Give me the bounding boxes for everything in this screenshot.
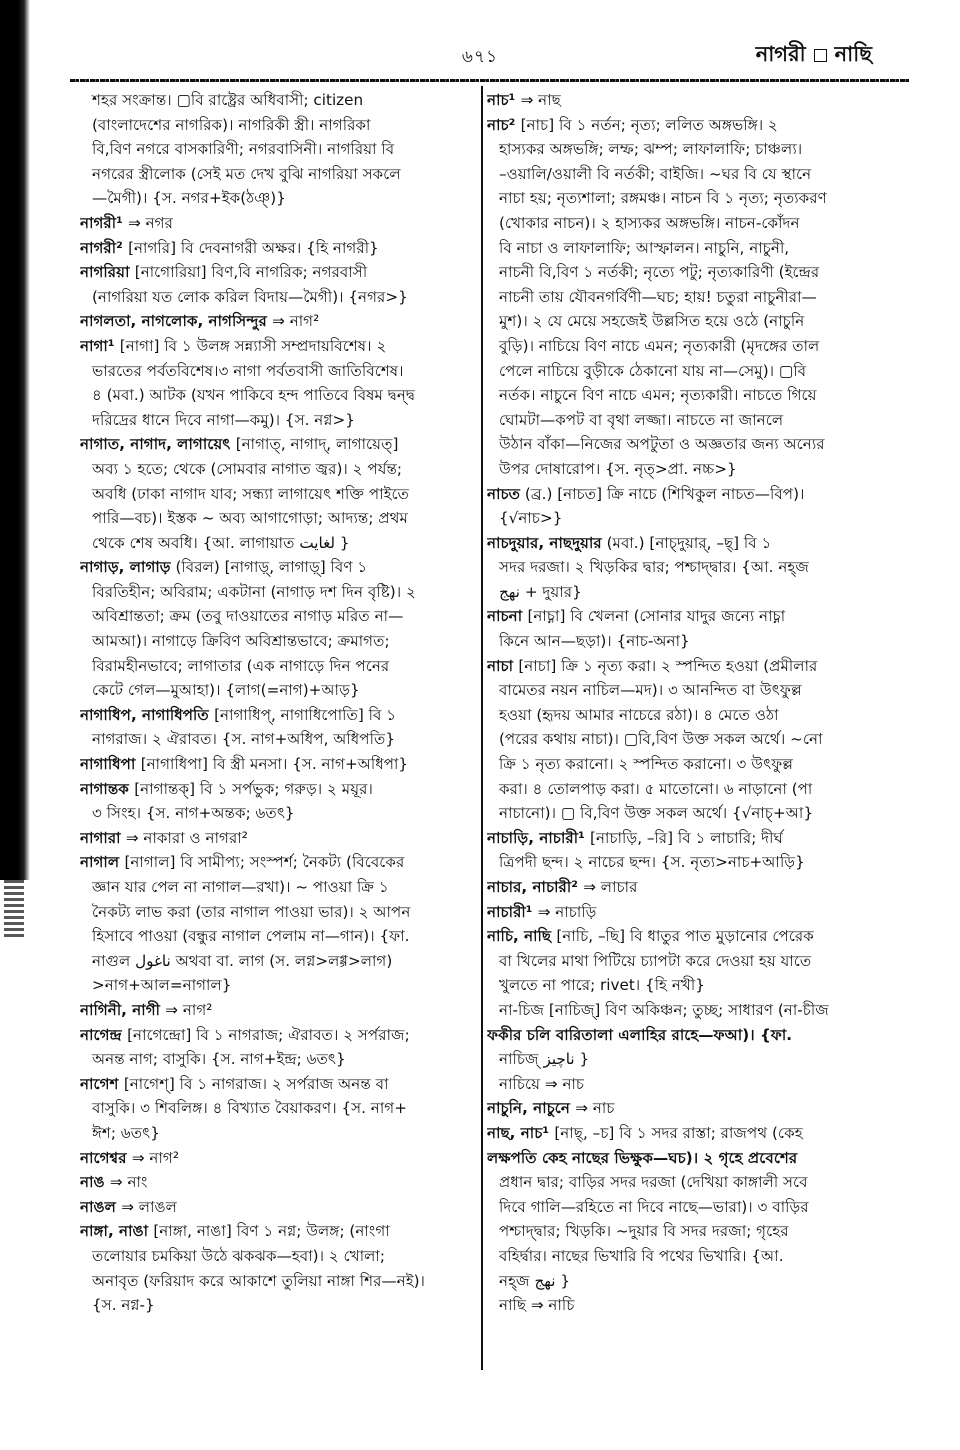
entry-text-line: নর্তক। নাচুনে বিণ নাচে এমন; নৃত্যকারী। নাচতে গিয়ে [499, 386, 817, 405]
entry-text-line: কিনে আন—ছড়া)। {নাচ-অনা} [499, 632, 690, 651]
column-divider [481, 86, 483, 1370]
entry-text-line: বাসুকি। ৩ শিবলিঙ্গ। ৪ বিখ্যাত বৈয়াকরণ। {স. নাগ+ [92, 1099, 407, 1118]
entry-text-line: হাস্যকর অঙ্গভঙ্গি; লম্ফ; ঝম্প; লাফালাফি; চাঞ্চল্য। [499, 140, 803, 159]
headword: নাচার, নাচারী² [487, 878, 584, 896]
running-head [756, 38, 872, 73]
entry-headword-line [80, 260, 474, 285]
entry-text-line: {স. নগ্ন-} [92, 1296, 155, 1315]
entry-headword-line [80, 752, 474, 777]
headword-definition: [নাগাল] বি সামীপ্য; সংস্পর্শ; নৈকট্য (বিবেকের [124, 853, 405, 872]
headword: নাঙ [80, 1173, 110, 1192]
entry-text-line: বিরামহীনভাবে; লাগাতার (এক নাগাড়ে দিন পনের [92, 656, 390, 675]
entry-headword-line [80, 1023, 474, 1048]
entry-text-line: (খোকার নাচন)। ২ হাস্যকর অঙ্গভঙ্গি। নাচন-কোঁদন [499, 213, 800, 232]
entry-headword-line [487, 604, 885, 629]
entry-text-line: {√নাচ>} [499, 509, 563, 528]
headword: নাগরী¹ [80, 213, 129, 232]
headword: নাগরিয়া [80, 263, 135, 282]
entry-text-line: (বাংলাদেশের নাগরিক)। নাগরিকী স্ত্রী। নাগরিকা [92, 115, 371, 134]
entry-headword-line [487, 1023, 885, 1048]
entry-text-line: পারি—বচ)। ইস্তক ~ অব্য আগাগোড়া; আদ্যন্ত; প্রথম [92, 509, 408, 528]
headword: নাচুনি, নাচুনে [487, 1099, 576, 1118]
headword-definition: [নাচ] বি ১ নর্তন; নৃত্য; ললিত অঙ্গভঙ্গি। ২ [520, 115, 778, 134]
entry-text-line: (নাগরিয়া যত লোক করিল বিদায়—মৈগী)। {নগর>} [92, 287, 408, 306]
headword-definition: ⇒ নাচাড়ি [537, 902, 597, 921]
entry-text-line: নাচনী বি,বিণ ১ নর্তকী; নৃত্যে পটু; নৃত্যকারিণী (ইন্দ্রের [499, 263, 820, 282]
entry-text-line: ত্রিপদী ছন্দ। ২ নাচের ছন্দ। {স. নৃত্য>নাচ+আড়ি} [499, 853, 805, 872]
entry-text-line: উঠান বাঁকা—নিজের অপটুতা ও অজ্ঞতার জন্য অন্যের [499, 435, 825, 454]
entry-text-line: জ্ঞান যার পেল না নাগাল—রখা)। ~ পাওয়া ক্রি ১ [92, 878, 389, 896]
headword-definition: ⇒ লাঙল [121, 1197, 177, 1216]
headword: নাচ¹ [487, 91, 521, 109]
headword-definition: (মবা.) [নাচ্দুয়ার্, –ছ্] বি ১ [601, 533, 772, 552]
headword-definition: [নাগরি] বি দেবনাগরী অক্ষর। {হি নাগরী} [128, 238, 379, 257]
headword-definition: ⇒ নাগ² [272, 312, 320, 331]
entry-headword-line [80, 236, 474, 261]
headword: নাগান্তক [80, 779, 135, 798]
entry-text-line: অবধি (ঢাকা নাগাদ যাব; সন্ধ্যা লাগায়েৎ শক্তি পাইতে [92, 484, 410, 503]
headword-definition: [নাঙ্গা, নাঙা] বিণ ১ নগ্ন; উলঙ্গ; (নাংগা [153, 1222, 390, 1241]
headword: নাঙল [80, 1197, 122, 1216]
headword-definition: [নাগান্তক্] বি ১ সর্পভুক; গরুড়। ২ ময়ূর। [134, 779, 373, 798]
headword: নাগা¹ [80, 336, 120, 355]
entry-text-line: —মৈগী)। {স. নগর+ইক(ঠঞ্)} [92, 189, 286, 208]
header-rule [70, 79, 910, 82]
left-column [80, 88, 474, 1318]
entry-text-line: করা। ৪ তোলপাড় করা। ৫ মাতোনো। ৬ নাড়ানো (পা [499, 779, 813, 798]
entry-text-line: ভারতের পর্বতবিশেষ।৩ নাগা পর্বতবাসী জাতিবিশেষ। [92, 361, 404, 380]
headword: নাচি, নাছি [487, 927, 557, 946]
entry-headword-line [80, 211, 474, 236]
entry-text-line: অনন্ত নাগ; বাসুকি। {স. নাগ+ইন্দ্র; ৬তৎ} [92, 1050, 346, 1069]
entry-headword-line [80, 1170, 474, 1195]
entry-text-line: ৩ সিংহ। {স. নাগ+অন্তক; ৬তৎ} [92, 804, 295, 823]
entry-text-line: নাছি ⇒ নাচি [499, 1296, 575, 1315]
entry-headword-line [80, 432, 474, 457]
entry-headword-line [80, 850, 474, 875]
entry-text-line: বুড়ি)। নাচিয়ে বিণ নাচে এমন; নৃত্যকারী (মৃদঙ্গের তাল [499, 336, 820, 355]
entry-text-line: সদর দরজা। ২ খিড়কির দ্বার; পশ্চাদ্দ্বার। {আ. নহ্জ [499, 558, 809, 577]
headword: নাগরী² [80, 238, 129, 257]
entry-text-line: বিরতিহীন; অবিরাম; একটানা (নাগাড় দশ দিন বৃষ্টি)। ২ [92, 582, 416, 601]
headword: নাচাড়ি, নাচারী¹ [487, 828, 591, 847]
headword-definition: ⇒ নাং [109, 1173, 148, 1192]
entry-text-line: বি নাচা ও লাফালাফি; আস্ফালন। নাচুনি, নাচুনী, [499, 238, 790, 257]
entry-text-line: নাগুল ناغول অথবা বা. লাগ (স. লগ্ন>লগ্গ>লাগ) [92, 951, 393, 970]
entry-text-line: পেলে নাচিয়ে বুড়ীকে ঠেকানো যায় না—সেমু)। ▢বি [499, 361, 807, 380]
headword-definition: [নাচাড়ি, –রি] বি ১ লাচারি; দীর্ঘ [590, 828, 783, 847]
entry-headword-line [487, 482, 885, 507]
entry-headword-line [487, 1096, 885, 1121]
entry-text-line: অবিশ্রান্ততা; ক্রম (তবু দাওয়াতের নাগাড় মরিত না— [92, 607, 404, 626]
headword: লক্ষপতি কেহ নাছের ভিক্ষুক—ঘচ)। ২ গৃহে প্রবেশের [487, 1148, 798, 1167]
headword: নাচত [487, 484, 521, 503]
entry-text-line: বি,বিণ নগরে বাসকারিণী; নগরবাসিনী। নাগরিয়া বি [92, 140, 395, 159]
entry-text-line: ঈশ; ৬তৎ} [92, 1123, 160, 1142]
right-column [487, 88, 885, 1318]
entry-text-line: তলোয়ার চমকিয়া উঠে ঝকঝক—হবা)। ২ খোলা; [92, 1246, 385, 1265]
headword-definition: ⇒ নাগ² [131, 1148, 179, 1167]
headword-definition: (ব্র.) [নাচত] ক্রি নাচে (শিখিকুল নাচত—বিপ)। [520, 484, 805, 503]
entry-headword-line [80, 1219, 474, 1244]
running-head-last-word: নাছি [834, 42, 872, 66]
entry-headword-line [80, 826, 474, 851]
headword-definition: ⇒ লাচার [583, 878, 638, 896]
entry-headword-line [80, 555, 474, 580]
entry-text-line: নাচানো)। ▢ বি,বিণ উক্ত সকল অর্থে। {√নাচ্+আ} [499, 804, 814, 823]
headword-definition: ⇒ নাকারা ও নাগরা² [125, 828, 248, 847]
headword-definition: ⇒ নাগ² [165, 1000, 213, 1019]
entry-headword-line [487, 826, 885, 851]
page-binding-edge [4, 880, 24, 940]
entry-text-line: হিসাবে পাওয়া (বন্ধুর নাগাল পেলাম না—গান)। {ফা. [92, 927, 410, 946]
headword-definition: [নাগাধিপ্, নাগাধিপোতি] বি ১ [214, 705, 397, 724]
entry-text-line: (পরের কথায় নাচা)। ▢বি,বিণ উক্ত সকল অর্থে। ~নো [499, 730, 823, 749]
running-head-first-word: নাগরী [755, 42, 806, 66]
entry-headword-line [80, 1146, 474, 1171]
headword: নাগারা [80, 828, 126, 847]
entry-text-line: খুলতে না পারে; rivet। {হি নখী} [499, 976, 705, 995]
headword-definition: [নাচি, –ছি] বি ধাতুর পাত মুড়ানোর পেরেক [556, 927, 814, 946]
entry-text-line: নহ্জ نهج } [499, 1271, 570, 1290]
headword-definition: [নাগাধিপা] বি স্ত্রী মনসা। {স. নাগ+অধিপা} [140, 755, 409, 774]
headword-definition: [নাগোরিয়া] বিণ,বি নাগরিক; নগরবাসী [134, 263, 368, 282]
headword: নাচনা [487, 607, 528, 626]
entry-headword-line [80, 998, 474, 1023]
entry-text-line: থেকে শেষ অবধি। {আ. লাগায়াত لغايت } [92, 533, 350, 552]
separator-box-icon [814, 49, 827, 62]
entry-text-line: নাচা হয়; নৃত্যশালা; রঙ্গমঞ্চ। নাচন বি ১ নৃত্য; নৃত্যকরণ [499, 189, 827, 208]
entry-headword-line [487, 113, 885, 138]
entry-headword-line [487, 531, 885, 556]
entry-headword-line [487, 900, 885, 925]
entry-headword-line [80, 777, 474, 802]
headword: ফকীর চলি বারিতালা এলাহির রাহে—ফআ)। {ফা. [487, 1025, 793, 1044]
headword-definition: [নাগেন্দ্রো] বি ১ নাগরাজ; ঐরাবত। ২ সর্পরাজ; [127, 1025, 410, 1044]
entry-text-line: নৈকট্য লাভ করা (তার নাগাল পাওয়া ভার)। ২ আপন [92, 902, 411, 921]
headword: নাচা [487, 656, 519, 675]
entry-text-line: নাচিজ্ ناچيز } [499, 1050, 590, 1069]
headword: নাগেশ্বর [80, 1148, 132, 1167]
page-number: ৬৭১ [461, 47, 499, 67]
headword: নাচারী¹ [487, 902, 538, 921]
headword-definition: [নাগেশ্] বি ১ নাগরাজ। ২ সর্পরাজ অনন্ত বা [123, 1074, 389, 1093]
headword-definition: [নাগাত্, নাগাদ্, লাগায়েত্] [235, 435, 399, 454]
headword-definition: ⇒ নাচ [575, 1099, 615, 1118]
entry-text-line: বামেতর নয়ন নাচিল—মদ)। ৩ আনন্দিত বা উৎফুল্ল [499, 681, 802, 700]
headword: নাগাল [80, 853, 125, 872]
entry-text-line: বা খিলের মাথা পিটিয়ে চ্যাপটা করে দেওয়া হয় যাতে [499, 951, 812, 970]
entry-text-line: نهج + দুয়ার} [499, 582, 582, 601]
entry-text-line: বহির্দ্বার। নাছের ভিখারি বি পথের ভিখারি। {আ. [499, 1246, 784, 1265]
entry-text-line: নগরের স্ত্রীলোক (সেই মত দেখ বুঝি নাগরিয়া সকলে [92, 164, 401, 183]
headword-definition: [নাচা] ক্রি ১ নৃত্য করা। ২ স্পন্দিত হওয়া (প্রমীলার [518, 656, 818, 675]
headword-definition: [নাচ্না] বি খেলনা (সোনার যাদুর জন্যে নাচ্না [527, 607, 786, 626]
headword: নাছ, নাচ¹ [487, 1123, 555, 1142]
entry-headword-line [80, 334, 474, 359]
entry-text-line: মুশ)। ২ যে মেয়ে সহজেই উল্লসিত হয়ে ওঠে (নাচুনি [499, 312, 805, 331]
entry-headword-line [487, 1121, 885, 1146]
entry-text-line: নাচনী তায় যৌবনগর্বিণী—ঘচ; হায়! চতুরা নাচুনীরা— [499, 287, 817, 306]
headword-definition: ⇒ নগর [128, 213, 173, 232]
entry-text-line: উপর দোষারোপ। {স. নৃত্>প্রা. নচ্চ>} [499, 459, 737, 478]
entry-headword-line [80, 309, 474, 334]
entry-text-line: ঘোমটা—কপট বা বৃথা লজ্জা। নাচতে না জানলে [499, 410, 784, 429]
headword: নাচদুয়ার, নাছদুয়ার [487, 533, 602, 552]
headword-definition: ⇒ নাছ [520, 91, 561, 109]
entry-text-line: ৪ (মবা.) আটক (যখন পাকিবে হন্দ পাতিবে বিষম দ্বন্দ্ব [92, 386, 415, 405]
entry-headword-line [487, 924, 885, 949]
headword: নাগাত, নাগাদ, লাগায়েৎ [80, 435, 236, 454]
entry-text-line: না-চিজ [নাচিজ্] বিণ অকিঞ্চন; তুচ্ছ; সাধারণ (না-চীজ [499, 1000, 829, 1019]
entry-headword-line [487, 654, 885, 679]
entry-text-line: অব্য ১ হতে; থেকে (সোমবার নাগাত জ্বর)। ২ পর্যন্ত; [92, 459, 403, 478]
entry-text-line: প্রধান দ্বার; বাড়ির সদর দরজা (দেখিয়া কাঙ্গালী সবে [499, 1173, 808, 1192]
entry-text-line: দরিদ্রের ধানে দিবে নাগা—কমু)। {স. নগ্ন>} [92, 410, 355, 429]
entry-text-line: শহর সংক্রান্ত। ▢বি রাষ্ট্রের অধিবাসী; citizen [92, 91, 364, 109]
entry-text-line: –ওয়ালি/ওয়ালী বি নর্তকী; বাইজি। ~ঘর বি যে স্থানে [499, 164, 812, 183]
entry-text-line: আমআ)। নাগাড়ে ক্রিবিণ অবিশ্রান্তভাবে; ক্রমাগত; [92, 632, 390, 651]
entry-headword-line [80, 703, 474, 728]
entry-headword-line [487, 875, 885, 900]
headword-definition: [নাছ্, –চ] বি ১ সদর রাস্তা; রাজপথ (কেহ [554, 1123, 803, 1142]
entry-text-line: পশ্চাদ্দ্বার; খিড়কি। ~দুয়ার বি সদর দরজা; গৃহের [499, 1222, 789, 1241]
entry-text-line: দিবে গালি—রহিতে না দিবে নাছে—ভারা)। ৩ বাড়ির [499, 1197, 809, 1216]
entry-text-line: নাচিয়ে ⇒ নাচ [499, 1074, 585, 1093]
entry-headword-line [487, 88, 885, 113]
headword: নাগিনী, নাগী [80, 1000, 166, 1019]
entry-text-line: হওয়া (হৃদয় আমার নাচেরে রঠা)। ৪ মেতে ওঠা [499, 705, 779, 724]
headword: নাগলতা, নাগলোক, নাগসিন্দুর [80, 312, 273, 331]
entry-headword-line [80, 1195, 474, 1220]
headword-definition: [নাগা] বি ১ উলঙ্গ সন্ন্যাসী সম্প্রদায়বিশেষ। ২ [119, 336, 387, 355]
entry-headword-line [80, 1072, 474, 1097]
entry-headword-line [487, 1146, 885, 1171]
headword: নাঙ্গা, নাঙা [80, 1222, 154, 1241]
entry-text-line: অনাবৃত (ফরিয়াদ করে আকাশে তুলিয়া নাঙ্গা শির—নই)। [92, 1271, 425, 1290]
headword: নাগাধিপ, নাগাধিপতি [80, 705, 215, 724]
headword: নাগেন্দ্র [80, 1025, 128, 1044]
page-binding-shadow [0, 0, 30, 880]
entry-text-line: ক্রি ১ নৃত্য করানো। ২ স্পন্দিত করানো। ৩ উৎফুল্ল [499, 755, 794, 774]
headword: নাগাড়, লাগাড় [80, 558, 171, 577]
headword: নাগেশ [80, 1074, 124, 1093]
headword-definition: (বিরল) [নাগাড়্, লাগাড়্] বিণ ১ [170, 558, 368, 577]
entry-text-line: কেটে গেল—মুআহা)। {লাগ(=নাগ)+আড়} [92, 681, 360, 700]
entry-text-line: নাগরাজ। ২ ঐরাবত। {স. নাগ+অধিপ, অধিপতি} [92, 730, 395, 749]
headword: নাচ² [487, 115, 521, 134]
entry-text-line: >নাগ+আল=নাগাল} [92, 976, 232, 995]
headword: নাগাধিপা [80, 755, 141, 774]
